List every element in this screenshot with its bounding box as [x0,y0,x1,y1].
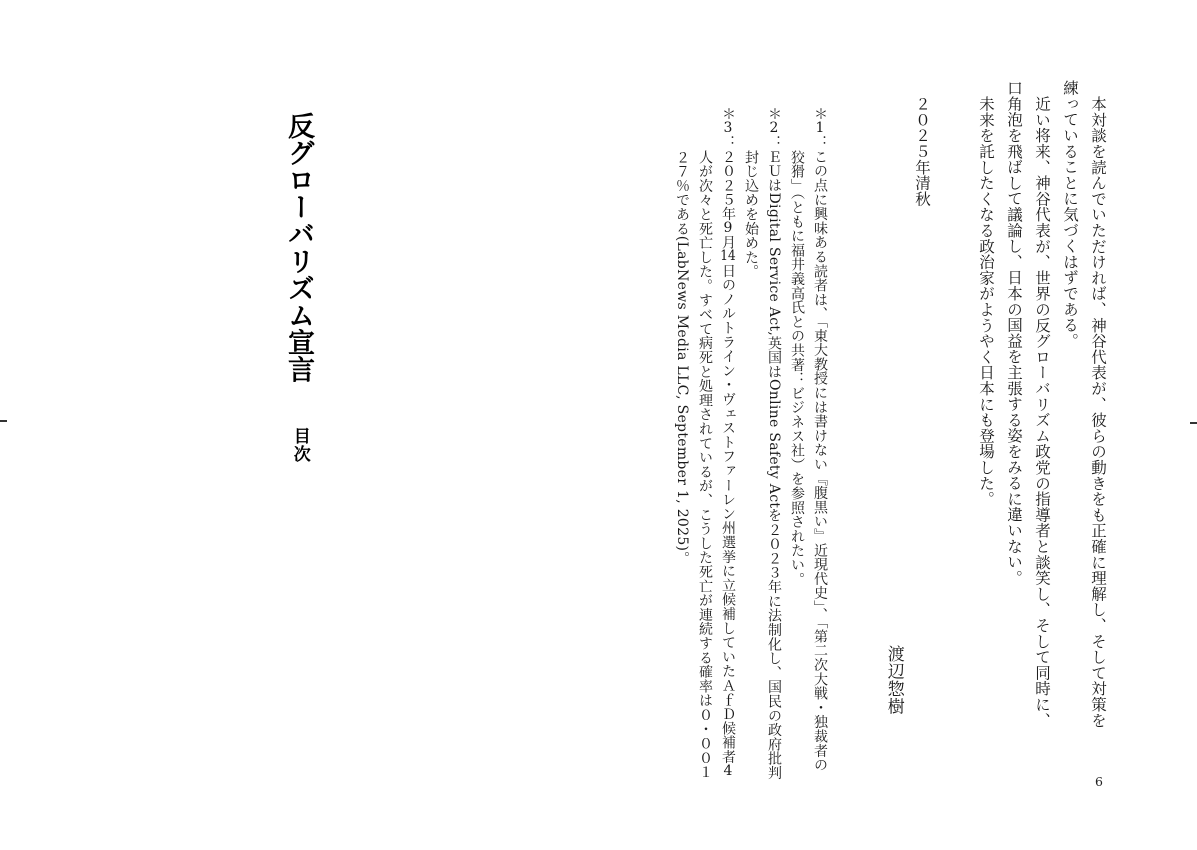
footnote-2-marker: ＊ [766,107,782,122]
footnote-3-month-digit: 9 [723,221,733,236]
trim-mark-right [1190,422,1197,424]
foreword-paragraph-1: 本対談を読んでいただければ、神谷代表が、彼らの動きをも正確に理解し、そして対策を練っていることに気づくはずである。 [1061,80,1107,728]
footnote-3-text-c: 日のノルトライン・ヴェストファーレン州選挙に立候補していたＡｆＤ候補者 [720,263,736,764]
foreword-body [972,80,1112,731]
footnote-3-text-d: 人が次々と死亡した。すべて病死と処理されているが、こうした死亡が連続する確率は０・００１２７％である(LabNews Media LLC, September 1, 2025)。 [674,150,713,780]
footnote-2-text: ：ＥＵはDigital Service Act,英国はOnline Safety Actを２０２３年に法制化し、国民の政府批判封じ込めを始めた。 [743,135,782,780]
footnote-1 [785,80,831,784]
footnote-3 [670,80,739,784]
foreword-paragraph-2: 近い将来、神谷代表が、世界の反グローバリズム政党の指導者と談笑し、そして同時に、口角泡を飛ばして議論し、日本の国益を主張する姿をみるに違いない。 [1005,80,1051,728]
footnote-2 [739,80,785,784]
footnote-3-text-a: ：２０２５年 [720,135,736,222]
footnote-2-number: 2 [769,121,779,136]
footnote-3-number: 3 [723,121,733,136]
footnote-1-number: 1 [815,121,825,136]
foreword-date: ２０２５年清秋 [913,95,932,207]
footnotes [670,80,831,784]
page-number: 6 [1095,774,1103,789]
footnote-3-count-digit: 4 [723,763,733,778]
footnote-1-text: ：この点に興味ある読者は、「東大教授には書けない『腹黒い』近現代史」、「第二次大戦・独裁者の狡猾」（ともに福井義高氏との共著：ビジネス社）を参照されたい。 [789,135,828,773]
footnote-1-marker: ＊ [812,107,828,122]
footnote-3-marker: ＊ [720,107,736,122]
footnote-3-text-b: 月 [720,235,736,250]
toc-heading: 目次 [289,427,310,463]
author-name: 渡辺惣樹 [883,645,904,715]
footnote-3-day-digits: 14 [720,249,736,264]
foreword-paragraph-3: 未来を託したくなる政治家がようやく日本にも登場した。 [977,95,995,507]
book-title: 反グローバリズム宣言 [283,112,315,383]
trim-mark-left [0,420,7,422]
